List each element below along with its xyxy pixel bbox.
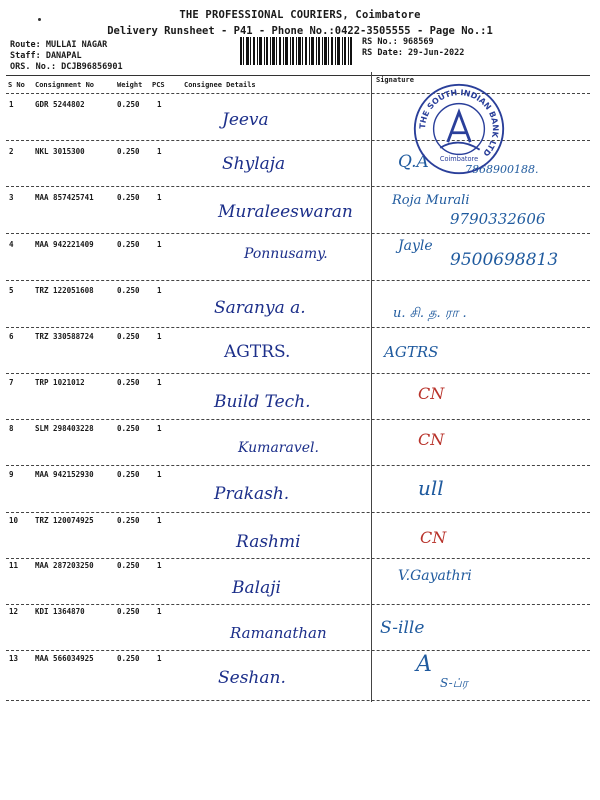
row-pcs: 1 [157, 100, 162, 109]
recipient-signature: CN [418, 430, 445, 449]
row-consignment: MAA 287203250 [35, 561, 94, 570]
recipient-phone-note: 7868900188. [465, 163, 539, 176]
row-pcs: 1 [157, 470, 162, 479]
recipient-signature: CN [420, 528, 447, 547]
row-pcs: 1 [157, 424, 162, 433]
recipient-signature: CN [418, 384, 445, 403]
row-weight: 0.250 [117, 654, 140, 663]
row-weight: 0.250 [117, 193, 140, 202]
route-label: Route: MULLAI NAGAR [10, 40, 108, 50]
row-sno: 4 [9, 240, 14, 249]
row-pcs: 1 [157, 193, 162, 202]
row-consignment: TRZ 120074925 [35, 516, 94, 525]
recipient-phone-note: 9500698813 [450, 250, 559, 270]
scan-speck [38, 18, 41, 21]
row-pcs: 1 [157, 607, 162, 616]
consignee-name-handwritten: Rashmi [236, 532, 301, 552]
recipient-signature: Roja Murali [392, 193, 470, 208]
row-sno: 7 [9, 378, 14, 387]
row-divider [6, 558, 590, 559]
row-pcs: 1 [157, 378, 162, 387]
row-weight: 0.250 [117, 470, 140, 479]
row-sno: 6 [9, 332, 14, 341]
row-divider [6, 327, 590, 328]
recipient-signature: AGTRS [384, 343, 439, 361]
row-divider [6, 604, 590, 605]
row-pcs: 1 [157, 332, 162, 341]
row-consignment: MAA 566034925 [35, 654, 94, 663]
row-divider [6, 419, 590, 420]
row-divider [6, 280, 590, 281]
staff-label: Staff: DANAPAL [10, 51, 82, 61]
row-sno: 2 [9, 147, 14, 156]
row-pcs: 1 [157, 654, 162, 663]
col-header-sno: S No [8, 81, 25, 89]
row-weight: 0.250 [117, 332, 140, 341]
row-pcs: 1 [157, 516, 162, 525]
row-divider [6, 512, 590, 513]
recipient-phone-note: 9790332606 [450, 210, 546, 228]
rs-date: RS Date: 29-Jun-2022 [362, 48, 465, 58]
row-weight: 0.250 [117, 147, 140, 156]
row-consignment: NKL 3015300 [35, 147, 85, 156]
row-weight: 0.250 [117, 378, 140, 387]
consignee-name-handwritten: Ponnusamy. [244, 246, 328, 262]
row-divider [6, 465, 590, 466]
row-sno: 11 [9, 561, 19, 570]
row-sno: 8 [9, 424, 14, 433]
recipient-signature: S-ille [380, 618, 425, 638]
consignee-name-handwritten: Saranya a. [214, 298, 306, 318]
consignee-name-handwritten: Prakash. [214, 484, 290, 504]
recipient-signature: V.Gayathri [398, 568, 472, 584]
svg-text:THE SOUTH INDIAN BANK LTD: THE SOUTH INDIAN BANK LTD [418, 88, 500, 158]
svg-text:Coimbatore: Coimbatore [439, 154, 479, 163]
consignee-name-handwritten: Ramanathan [230, 624, 327, 642]
row-consignment: GDR 5244802 [35, 100, 85, 109]
col-header-signature: Signature [376, 76, 414, 84]
row-weight: 0.250 [117, 424, 140, 433]
row-sno: 1 [9, 100, 14, 109]
row-weight: 0.250 [117, 286, 140, 295]
row-sno: 10 [9, 516, 19, 525]
bank-seal-stamp [412, 82, 506, 176]
row-weight: 0.250 [117, 561, 140, 570]
row-sno: 13 [9, 654, 19, 663]
consignee-name-handwritten: Jeeva [222, 110, 269, 130]
col-header-consignee: Consignee Details [184, 81, 256, 89]
row-consignment: MAA 857425741 [35, 193, 94, 202]
row-sno: 5 [9, 286, 14, 295]
ors-number: ORS. No.: DCJB96856901 [10, 62, 123, 72]
row-divider [6, 233, 590, 234]
row-divider [6, 700, 590, 701]
row-pcs: 1 [157, 240, 162, 249]
row-weight: 0.250 [117, 516, 140, 525]
table-top-rule [6, 75, 590, 76]
row-sno: 3 [9, 193, 14, 202]
col-header-consignment: Consignment No [35, 81, 95, 89]
col-header-weight: Weight [117, 81, 143, 89]
barcode-image [240, 37, 352, 65]
recipient-signature: u. சி. த. ரா . [393, 306, 467, 321]
row-divider [6, 186, 590, 187]
row-consignment: KDI 1364870 [35, 607, 85, 616]
row-sno: 12 [9, 607, 19, 616]
row-weight: 0.250 [117, 607, 140, 616]
consignee-name-handwritten: Seshan. [218, 668, 286, 688]
row-divider [6, 650, 590, 651]
row-consignment: TRP 1021012 [35, 378, 85, 387]
col-header-pcs: PCS [152, 81, 165, 89]
document-title: THE PROFESSIONAL COURIERS, Coimbatore [179, 9, 421, 21]
row-weight: 0.250 [117, 240, 140, 249]
row-consignment: TRZ 122051608 [35, 286, 94, 295]
row-pcs: 1 [157, 286, 162, 295]
consignee-name-handwritten: Build Tech. [214, 392, 311, 412]
row-sno: 9 [9, 470, 14, 479]
row-pcs: 1 [157, 147, 162, 156]
row-weight: 0.250 [117, 100, 140, 109]
consignee-name-handwritten: AGTRS. [224, 342, 291, 362]
recipient-signature: ull [418, 476, 444, 500]
recipient-signature-note: S-ப்ர [440, 676, 468, 690]
consignee-name-handwritten: Kumaravel. [238, 440, 319, 456]
row-consignment: MAA 942152930 [35, 470, 94, 479]
recipient-signature: Q.A [398, 152, 429, 172]
row-consignment: TRZ 330588724 [35, 332, 94, 341]
row-pcs: 1 [157, 561, 162, 570]
signature-column-border [371, 72, 372, 702]
row-consignment: SLM 298403228 [35, 424, 94, 433]
row-divider [6, 373, 590, 374]
recipient-signature: Jayle [398, 238, 433, 254]
rs-number: RS No.: 968569 [362, 37, 434, 47]
runsheet-subtitle: Delivery Runsheet - P41 - Phone No.:0422-3505555 - Page No.:1 [107, 25, 493, 37]
consignee-name-handwritten: Balaji [232, 578, 281, 598]
consignee-name-handwritten: Muraleeswaran [218, 202, 353, 222]
consignee-name-handwritten: Shylaja [222, 154, 286, 174]
recipient-signature: A [416, 652, 432, 677]
row-consignment: MAA 942221409 [35, 240, 94, 249]
